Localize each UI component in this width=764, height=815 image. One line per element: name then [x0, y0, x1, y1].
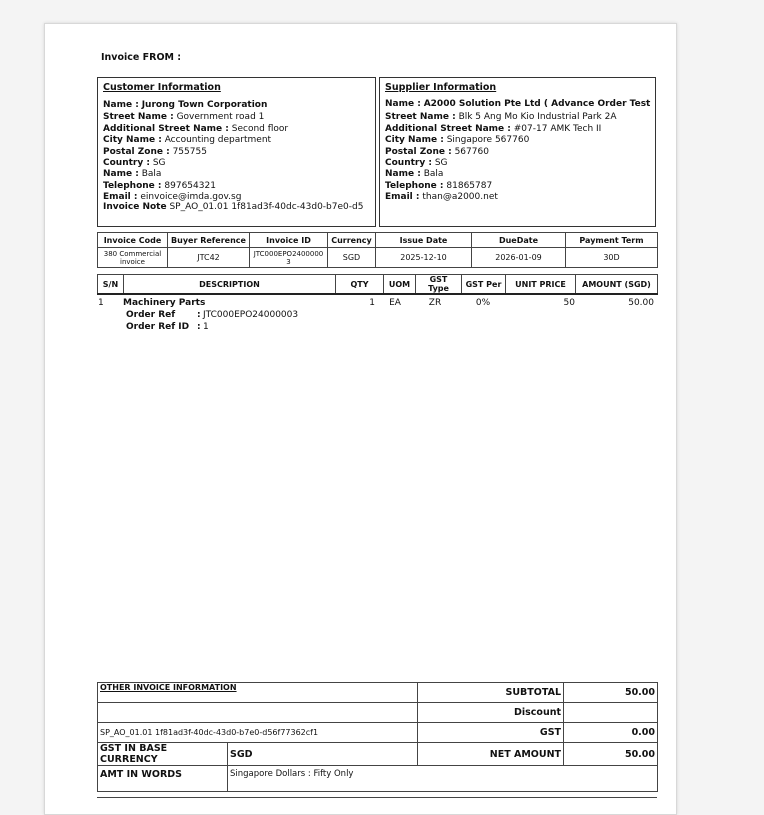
- customer-info-box: [97, 77, 376, 227]
- order-ref-separator: :: [197, 310, 201, 320]
- bottom-rule: [97, 797, 657, 798]
- net-amount-label: NET AMOUNT: [418, 743, 564, 766]
- item-gst-type: ZR: [428, 298, 442, 308]
- issue-date: 2025-12-10: [376, 248, 472, 268]
- supplier-city-row: City Name : Singapore 567760: [385, 135, 530, 145]
- supplier-contact-row: Name : Bala: [385, 169, 444, 179]
- supplier-email[interactable]: than@a2000.net: [422, 192, 498, 202]
- invoice-id: JTC000EPO24000003: [250, 248, 328, 268]
- customer-street-row: Street Name : Government road 1: [103, 112, 265, 122]
- customer-phone-row: Telephone : 897654321: [103, 181, 216, 191]
- order-ref-id-value: 1: [203, 322, 209, 332]
- discount-value: [564, 703, 658, 723]
- customer-contact-row: Name : Bala: [103, 169, 162, 179]
- item-qty: 1: [369, 298, 375, 308]
- gst-base-label: GST IN BASE CURRENCY: [98, 743, 228, 766]
- item-gst-per: 0%: [475, 298, 491, 308]
- order-ref-value: JTC000EPO24000003: [203, 310, 299, 320]
- subtotal-value: 50.00: [564, 683, 658, 703]
- customer-name-row: Name : Jurong Town Corporation: [103, 100, 268, 110]
- amt-words-value: Singapore Dollars : Fifty Only: [228, 766, 658, 792]
- item-unit-price: 50: [563, 298, 575, 308]
- items-header: GST Type: [416, 275, 462, 295]
- order-ref-id-separator: :: [197, 322, 201, 332]
- items-table: [97, 274, 658, 295]
- footer-summary-table: [97, 682, 658, 792]
- customer-postal-row: Postal Zone : 755755: [103, 147, 207, 157]
- items-header: GST Per: [462, 275, 506, 295]
- invoice-meta-table: [97, 232, 658, 268]
- items-header: DESCRIPTION: [124, 275, 336, 295]
- supplier-street-row: Street Name : Blk 5 Ang Mo Kio Industrial Park 2A: [385, 112, 617, 122]
- item-description: Machinery Parts: [123, 298, 206, 308]
- supplier-country-row: Country : SG: [385, 158, 448, 168]
- customer-email[interactable]: einvoice@imda.gov.sg: [140, 192, 242, 202]
- supplier-name: A2000 Solution Pte Ltd ( Advance Order Test: [423, 99, 651, 109]
- customer-note-row: Invoice Note SP_AO_01.01 1f81ad3f-40dc-43d0-b7e0-d5: [103, 202, 364, 212]
- invoice-code: 380 Commercial invoice: [98, 248, 168, 268]
- supplier-phone-row: Telephone : 81865787: [385, 181, 493, 191]
- amt-words-label: AMT IN WORDS: [98, 766, 228, 792]
- meta-header: Buyer Reference: [168, 233, 250, 248]
- items-header: AMOUNT (SGD): [576, 275, 658, 295]
- order-ref-id-label: Order Ref ID: [126, 322, 190, 332]
- customer-add-street-row: Additional Street Name : Second floor: [103, 124, 289, 134]
- supplier-postal-row: Postal Zone : 567760: [385, 147, 489, 157]
- gst-label: GST: [418, 723, 564, 743]
- other-info-value: SP_AO_01.01 1f81ad3f-40dc-43d0-b7e0-d56f77362cf1: [98, 723, 418, 743]
- gst-base-value: SGD: [228, 743, 418, 766]
- item-sn: 1: [98, 298, 104, 308]
- items-header: UNIT PRICE: [506, 275, 576, 295]
- other-info-title: OTHER INVOICE INFORMATION: [98, 683, 418, 703]
- currency: SGD: [328, 248, 376, 268]
- net-amount-value: 50.00: [564, 743, 658, 766]
- supplier-info-title: Supplier Information: [385, 82, 497, 93]
- invoice-page: [44, 23, 677, 815]
- subtotal-label: SUBTOTAL: [418, 683, 564, 703]
- supplier-add-street-row: Additional Street Name : #07-17 AMK Tech II: [385, 124, 602, 134]
- supplier-name-row: Name : A2000 Solution Pte Ltd ( Advance Order Test: [385, 99, 651, 109]
- items-header: QTY: [336, 275, 384, 295]
- payment-term: 30D: [566, 248, 658, 268]
- customer-info-title: Customer Information: [103, 82, 221, 93]
- supplier-email-row: Email : than@a2000.net: [385, 192, 498, 202]
- meta-header: Currency: [328, 233, 376, 248]
- invoice-from-label: Invoice FROM :: [101, 52, 182, 63]
- items-header: UOM: [384, 275, 416, 295]
- meta-header: Issue Date: [376, 233, 472, 248]
- supplier-info-box: [379, 77, 656, 227]
- buyer-reference: JTC42: [168, 248, 250, 268]
- customer-email-row: Email : einvoice@imda.gov.sg: [103, 192, 242, 202]
- meta-header: Payment Term: [566, 233, 658, 248]
- customer-name: Jurong Town Corporation: [141, 100, 268, 110]
- discount-label: Discount: [418, 703, 564, 723]
- meta-header: DueDate: [472, 233, 566, 248]
- order-ref-label: Order Ref: [126, 310, 176, 320]
- item-amount: 50.00: [628, 298, 654, 308]
- customer-country-row: Country : SG: [103, 158, 166, 168]
- due-date: 2026-01-09: [472, 248, 566, 268]
- customer-city-row: City Name : Accounting department: [103, 135, 272, 145]
- meta-header: Invoice ID: [250, 233, 328, 248]
- meta-header: Invoice Code: [98, 233, 168, 248]
- item-uom: EA: [389, 298, 401, 308]
- items-header: S/N: [98, 275, 124, 295]
- gst-value: 0.00: [564, 723, 658, 743]
